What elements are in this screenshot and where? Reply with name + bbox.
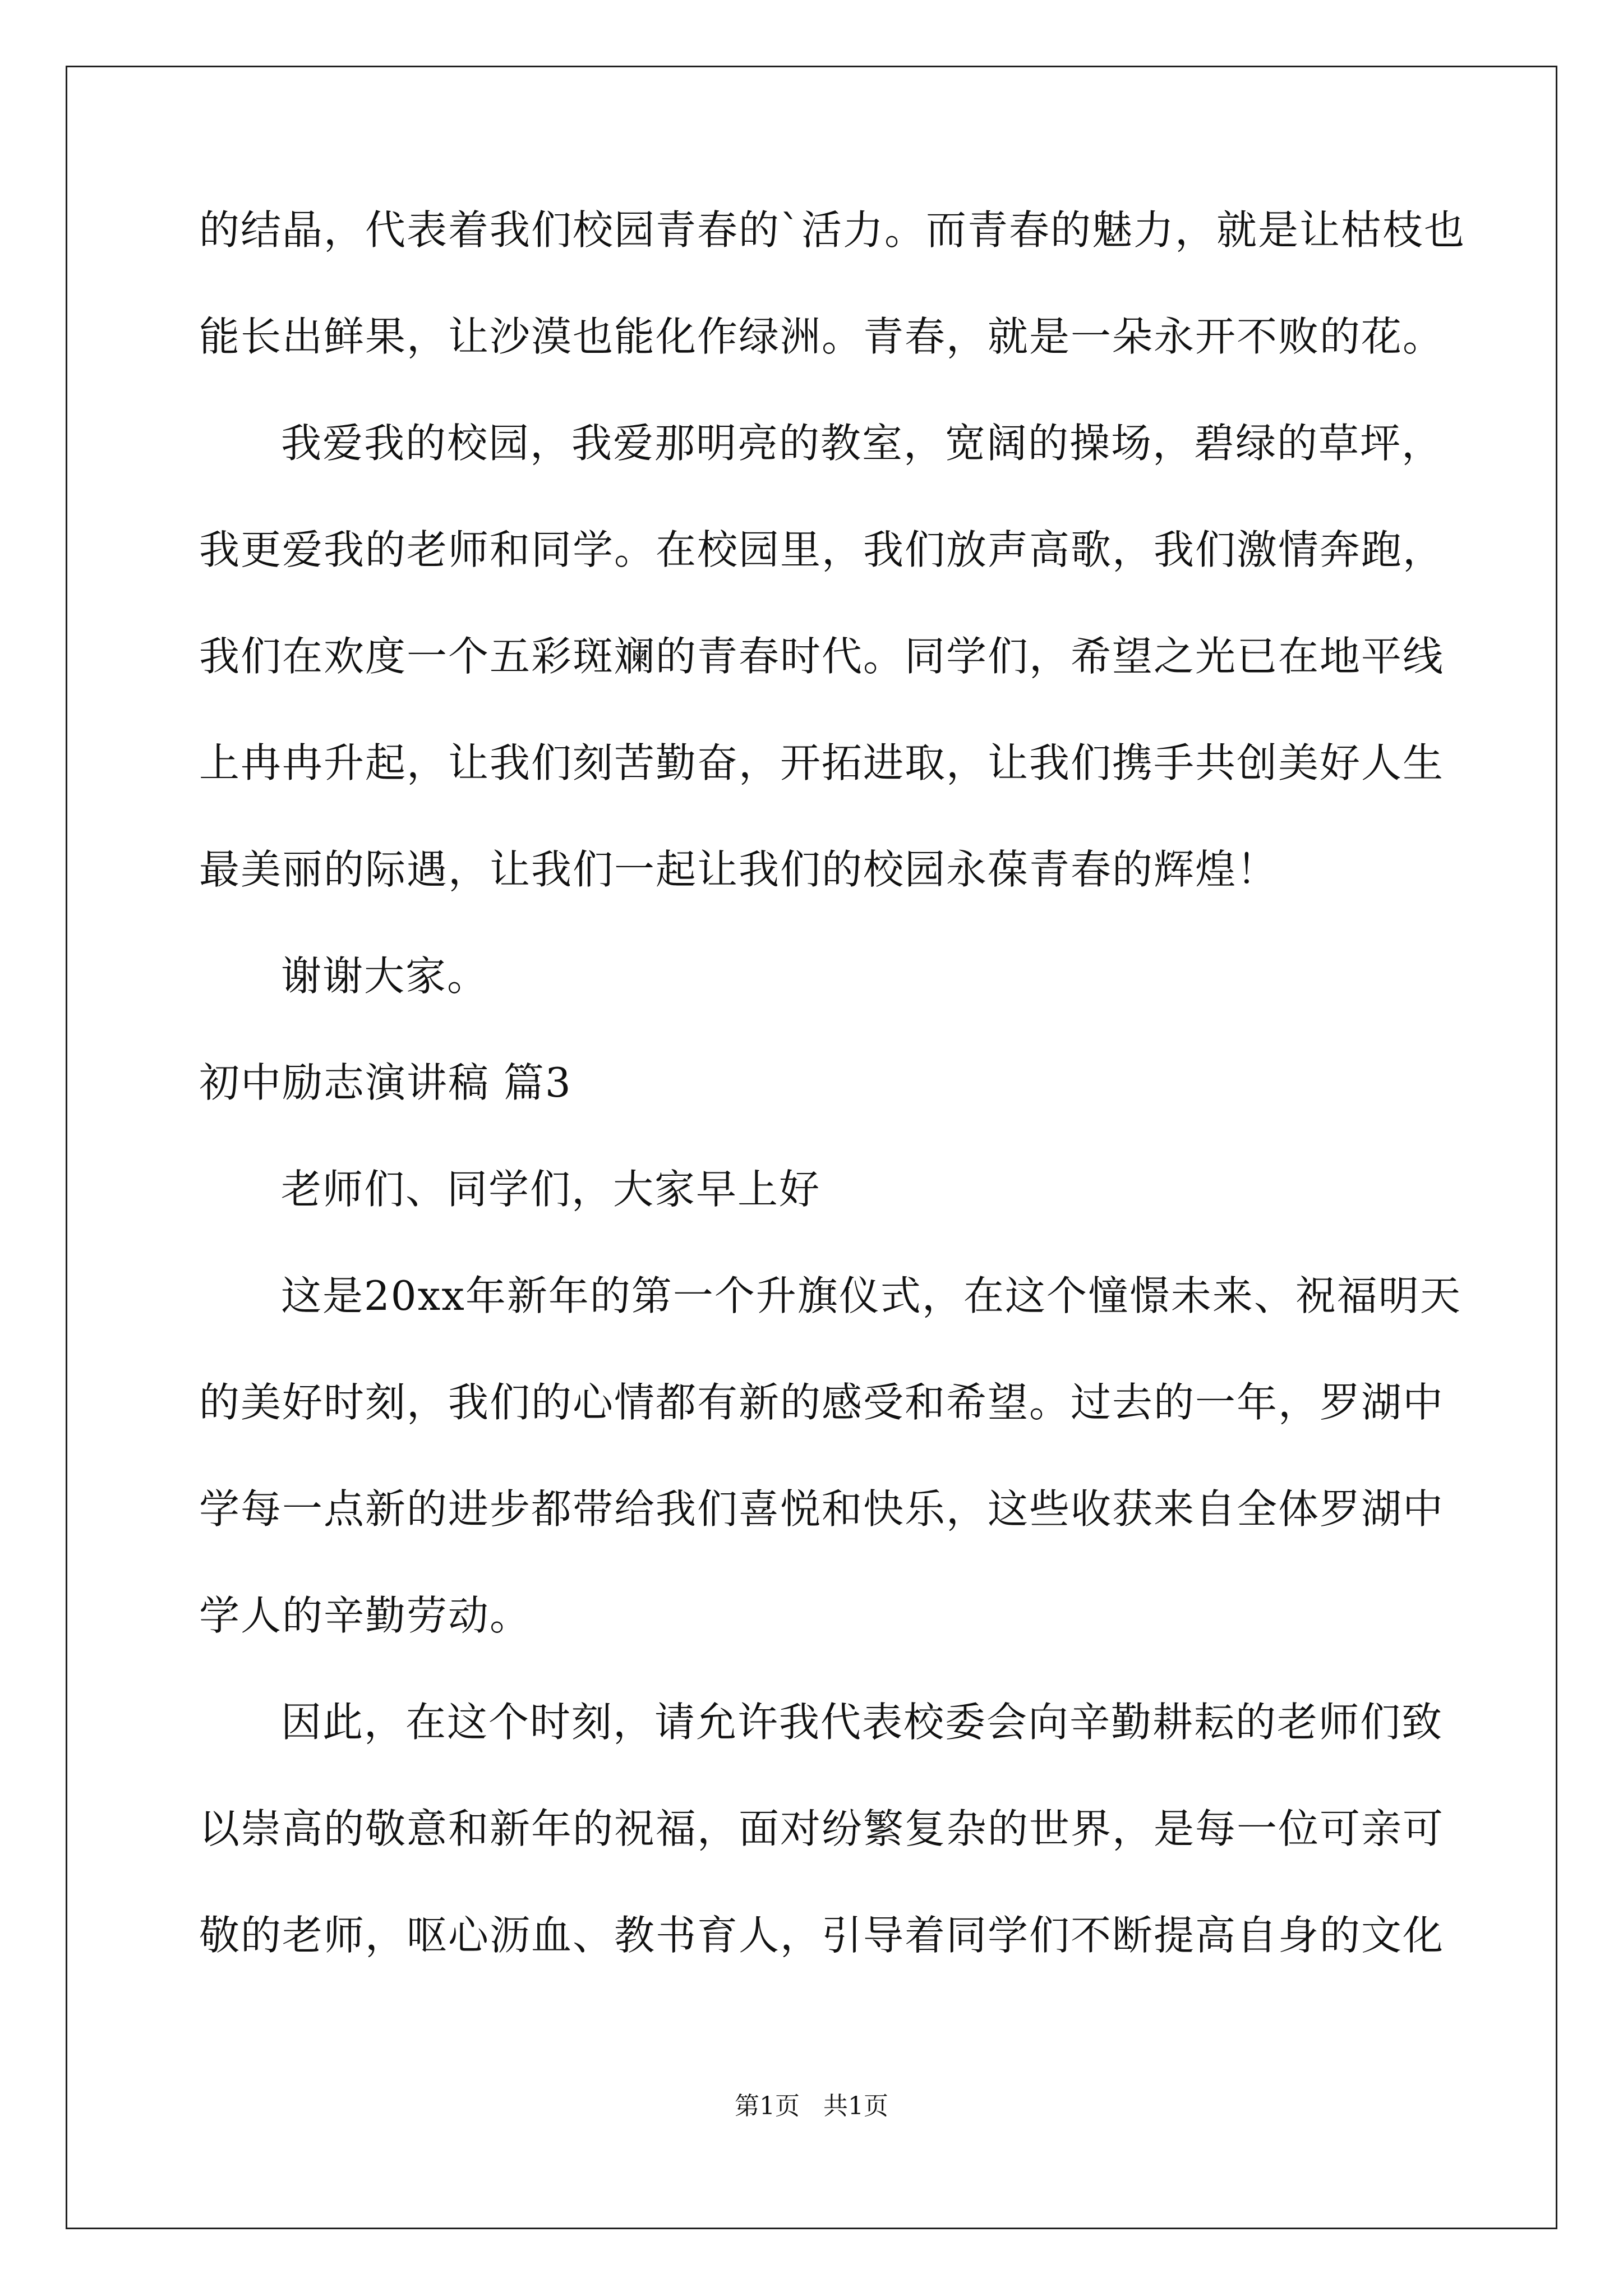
paragraph-line: 的美好时刻，我们的心情都有新的感受和希望。过去的一年，罗湖中 [199, 1379, 1445, 1426]
paragraph-line: 学人的辛勤劳动。 [199, 1592, 532, 1639]
paragraph-line: 以崇高的敬意和新年的祝福，面对纷繁复杂的世界，是每一位可亲可 [199, 1805, 1445, 1852]
paragraph-line: 最美丽的际遇，让我们一起让我们的校园永葆青春的辉煌！ [199, 846, 1279, 893]
page-footer: 第1页 共1页 [735, 2092, 888, 2120]
paragraph-line: 老师们、同学们，大家早上好 [281, 1166, 821, 1213]
paragraph-line: 我更爱我的老师和同学。在校园里，我们放声高歌，我们激情奔跑， [199, 526, 1445, 573]
paragraph-line: 的结晶，代表着我们校园青春的`活力。而青春的魅力，就是让枯枝也 [199, 206, 1466, 254]
paragraph-line: 这是20xx年新年的第一个升旗仪式，在这个憧憬未来、祝福明天 [281, 1272, 1461, 1319]
paragraph-line: 因此，在这个时刻，请允许我代表校委会向辛勤耕耘的老师们致 [281, 1699, 1444, 1746]
page-border [66, 66, 1557, 2229]
section-heading: 初中励志演讲稿 篇3 [199, 1059, 572, 1106]
paragraph-line: 学每一点新的进步都带给我们喜悦和快乐，这些收获来自全体罗湖中 [199, 1485, 1445, 1533]
paragraph-line: 敬的老师，呕心沥血、教书育人，引导着同学们不断提高自身的文化 [199, 1912, 1445, 1959]
paragraph-line: 我爱我的校园，我爱那明亮的教室，宽阔的操场，碧绿的草坪， [281, 420, 1444, 467]
paragraph-line: 我们在欢度一个五彩斑斓的青春时代。同学们，希望之光已在地平线 [199, 633, 1445, 680]
paragraph-line: 上冉冉升起，让我们刻苦勤奋，开拓进取，让我们携手共创美好人生 [199, 739, 1445, 786]
paragraph-line: 能长出鲜果，让沙漠也能化作绿洲。青春，就是一朵永开不败的花。 [199, 313, 1445, 360]
paragraph-line: 谢谢大家。 [281, 953, 489, 1000]
